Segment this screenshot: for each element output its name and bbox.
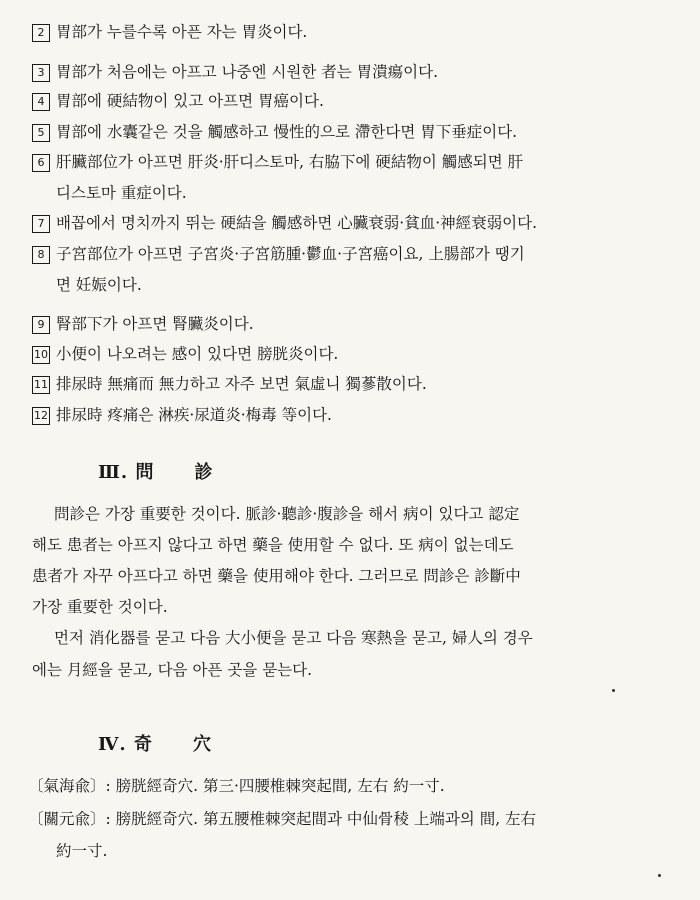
- item-number: 8: [32, 246, 50, 264]
- item-text: 子宮部位가 아프면 子宮炎·子宮筋腫·鬱血·子宮癌이요, 上腸部가 땡기: [56, 245, 525, 263]
- item-number: 3: [32, 64, 50, 82]
- item-text: 胃部가 누를수록 아픈 자는 胃炎이다.: [56, 23, 308, 41]
- heading-part: 穴: [192, 734, 212, 755]
- paragraph-line: 먼저 消化器를 묻고 다음 大小便을 묻고 다음 寒熱을 묻고, 婦人의 경우: [54, 629, 533, 647]
- paragraph-line: 患者가 자꾸 아프다고 하면 藥을 使用해야 한다. 그러므로 問診은 診斷中: [32, 567, 521, 585]
- item-number: 7: [32, 215, 50, 233]
- section-heading: [98, 730, 212, 756]
- list-item: [32, 373, 664, 395]
- list-item: [32, 313, 664, 335]
- item-number: 11: [32, 376, 50, 394]
- item-text: 小便이 나오려는 感이 있다면 膀胱炎이다.: [56, 345, 339, 363]
- item-text: 胃部에 硬結物이 있고 아프면 胃癌이다.: [56, 92, 324, 110]
- list-item: [32, 21, 664, 43]
- list-item: [32, 212, 664, 234]
- print-speck: [658, 874, 661, 877]
- paragraph-line: 問診은 가장 重要한 것이다. 脈診·聽診·腹診을 해서 病이 있다고 認定: [54, 505, 520, 523]
- item-number: 4: [32, 93, 50, 111]
- item-text: 肝臟部位가 아프면 肝炎·肝디스토마, 右脇下에 硬結物이 觸感되면 肝: [56, 153, 524, 171]
- heading-part: Ⅲ. 問: [98, 462, 155, 483]
- item-number: 12: [32, 407, 50, 425]
- print-speck: [612, 689, 615, 692]
- paragraph-line: 가장 重要한 것이다.: [32, 598, 168, 616]
- item-number: 9: [32, 316, 50, 334]
- section-heading: [98, 458, 213, 484]
- list-item-continuation: 면 妊娠이다.: [56, 276, 142, 294]
- paragraph-line: 에는 月經을 묻고, 다음 아픈 곳을 묻는다.: [32, 661, 313, 679]
- list-item: [32, 90, 664, 112]
- paragraph-line: 해도 患者는 아프지 않다고 하면 藥을 使用할 수 없다. 또 病이 없는데도: [32, 536, 514, 554]
- list-item-continuation: 디스토마 重症이다.: [56, 184, 187, 202]
- list-item: [32, 121, 664, 143]
- item-number: 10: [32, 346, 50, 364]
- item-number: 6: [32, 154, 50, 172]
- list-item: [32, 343, 664, 365]
- list-item: [32, 151, 664, 173]
- list-item: [32, 243, 664, 265]
- list-item: [32, 61, 664, 83]
- acupoint-entry-continuation: 約一寸.: [56, 842, 108, 860]
- list-item: [32, 404, 664, 426]
- item-number: 2: [32, 24, 50, 42]
- item-text: 排尿時 無痛而 無力하고 자주 보면 氣虛니 獨蔘散이다.: [56, 375, 427, 393]
- heading-part: Ⅳ. 奇: [98, 734, 153, 755]
- item-text: 배꼽에서 명치까지 뛰는 硬結을 觸感하면 心臟衰弱·貧血·神經衰弱이다.: [56, 214, 538, 232]
- acupoint-entry: 〔關元兪〕: 膀胱經奇穴. 第五腰椎棘突起間과 中仙骨稜 上端과의 間, 左右: [28, 810, 537, 828]
- item-number: 5: [32, 124, 50, 142]
- item-text: 胃部에 水囊같은 것을 觸感하고 慢性的으로 滯한다면 胃下垂症이다.: [56, 123, 518, 141]
- heading-part: 診: [194, 462, 214, 483]
- item-text: 胃部가 처음에는 아프고 나중엔 시원한 者는 胃潰瘍이다.: [56, 63, 439, 81]
- item-text: 腎部下가 아프면 腎臟炎이다.: [56, 315, 254, 333]
- acupoint-entry: 〔氣海兪〕: 膀胱經奇穴. 第三·四腰椎棘突起間, 左右 約一寸.: [28, 777, 445, 795]
- item-text: 排尿時 疼痛은 淋疾·尿道炎·梅毒 等이다.: [56, 406, 332, 424]
